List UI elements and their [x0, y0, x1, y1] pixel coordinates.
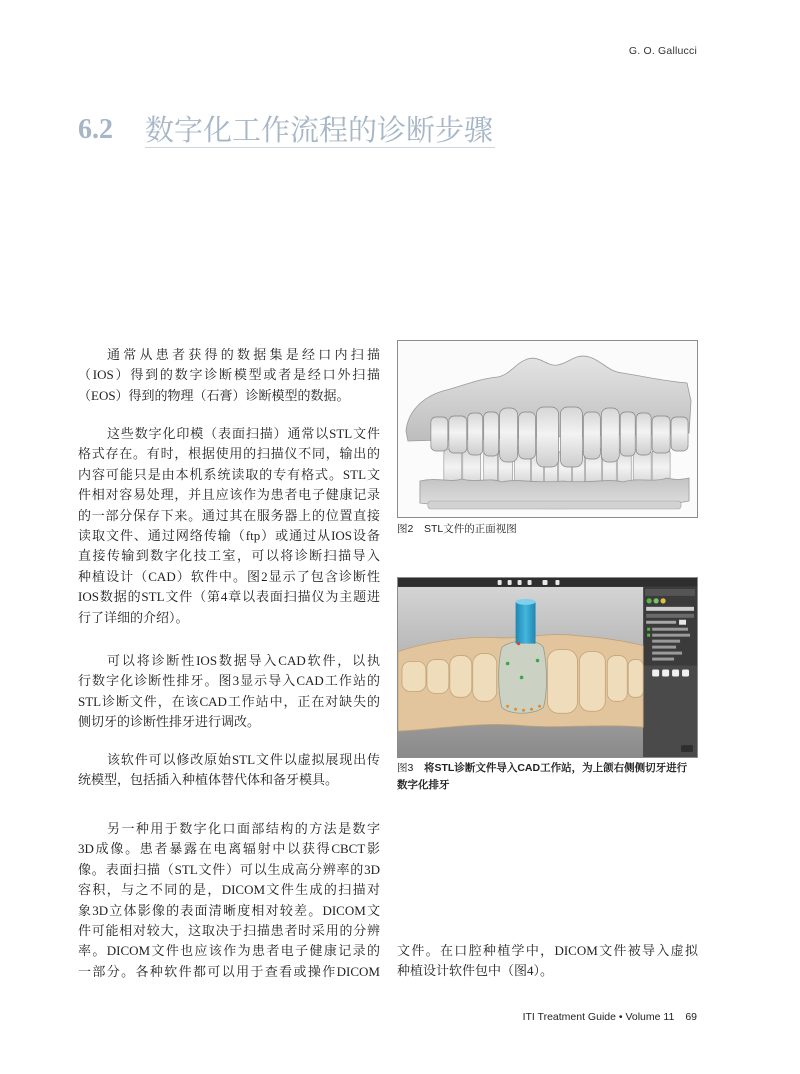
panel-icon	[661, 598, 666, 603]
body-text-line: 该软件可以修改原始STL文件以虚拟展现出传	[107, 752, 380, 767]
section-title-rule	[145, 147, 495, 148]
paragraph	[78, 651, 380, 733]
control-point	[506, 705, 509, 708]
side-panel-header	[645, 589, 695, 596]
body-text-line: 容积，与之不同的是，DICOM文件生成的扫描对	[78, 882, 380, 898]
running-header-author: G. O. Gallucci	[628, 45, 697, 57]
section-title: 数字化工作流程的诊断步骤	[145, 113, 494, 147]
tooth	[628, 660, 643, 698]
figure-label: 图2	[397, 523, 414, 535]
figure-caption-text: 将STL诊断文件导入CAD工作站，为上颌右侧侧切牙进行	[424, 762, 688, 774]
panel-row	[652, 628, 688, 631]
footer-series: ITI Treatment Guide • Volume 11	[522, 1011, 675, 1023]
panel-field	[646, 607, 694, 611]
body-text-line: 行了详细的介绍）。	[78, 609, 189, 625]
body-text-line: 可以将诊断性IOS数据导入CAD软件，以执	[107, 653, 380, 668]
tooth	[500, 408, 518, 462]
body-text-line: （IOS）得到的数字诊断模型或者是经口外扫描	[78, 367, 380, 383]
body-text-line: 率。DICOM文件也应该作为患者电子健康记录的	[78, 943, 380, 959]
toolbar-icon	[528, 580, 532, 585]
panel-row	[652, 634, 690, 637]
toolbar-icon	[518, 580, 522, 585]
body-text-line: （EOS）得到的物理（石膏）诊断模型的数据。	[78, 387, 350, 403]
tooth	[537, 407, 559, 467]
implant-cylinder	[516, 602, 536, 644]
body-text-line: 侧切牙的诊断性排牙进行调改。	[78, 714, 261, 730]
panel-row	[646, 621, 676, 624]
toolbar-icon	[555, 580, 559, 585]
body-text-line: 读取文件、通过网络传输（ftp）或通过从IOS设备	[78, 527, 380, 543]
tooth	[652, 416, 670, 453]
figure-caption	[397, 521, 698, 537]
toolbar-icon	[508, 580, 512, 585]
body-text-line: IOS数据的STL文件（第4章以表面扫描仪为主题进	[78, 589, 380, 605]
tooth	[431, 417, 448, 451]
body-text-line: 种植设计（CAD）软件中。图2显示了包含诊断性	[78, 568, 380, 584]
control-point	[522, 709, 525, 712]
control-point	[520, 676, 524, 680]
cad-screenshot-image	[398, 578, 697, 757]
body-text-line: 件可能相对较大，这取决于扫描患者时采用的分辨	[78, 922, 380, 938]
body-text-line: 直接传输到数字化技工室，可以将诊断扫描导入	[78, 548, 380, 564]
figure-caption-continuation	[397, 777, 698, 793]
body-text-line: 行数字化诊断性排牙。图3显示导入CAD工作站的	[78, 673, 380, 689]
toolbar-icon	[498, 580, 502, 585]
panel-icon	[654, 598, 659, 603]
panel-button-icon	[652, 669, 659, 676]
panel-footer-icon	[681, 745, 693, 752]
body-text-line: 件相对容易处理，并且应该作为患者电子健康记录	[78, 487, 380, 503]
tooth	[450, 656, 472, 698]
tooth	[473, 654, 497, 702]
panel-row	[652, 640, 680, 643]
body-text-line: 3D成像。患者暴露在电离辐射中以获得CBCT影	[78, 841, 380, 857]
panel-field	[679, 620, 686, 625]
body-text-line: 格式存在。有时，根据使用的扫描仪不同，输出的	[78, 446, 380, 462]
figure-caption-text: STL文件的正面视图	[424, 523, 517, 535]
page-number: 69	[685, 1011, 697, 1023]
control-point	[517, 642, 520, 645]
control-point	[530, 708, 533, 711]
panel-button-icon	[682, 669, 689, 676]
section-number: 6.2	[78, 114, 113, 145]
figure-caption	[397, 760, 698, 776]
tooth	[468, 413, 483, 455]
tooth	[484, 412, 499, 456]
tooth	[449, 416, 467, 453]
control-point	[538, 705, 541, 708]
dental-scan-image	[398, 341, 697, 517]
body-text-line: 像。表面扫描（STL文件）可以生成高分辨率的3D	[78, 861, 380, 877]
panel-lower-area	[643, 666, 697, 757]
paragraph	[78, 819, 380, 982]
panel-row	[652, 658, 674, 661]
implant-cylinder-top	[516, 599, 536, 605]
control-point	[506, 662, 510, 666]
tooth	[402, 662, 426, 692]
body-text-line: STL诊断文件，在该CAD工作站中，正在对缺失的	[78, 693, 380, 709]
body-text-line: 统模型，包括插入种植体替代体和备牙模具。	[78, 772, 339, 788]
tooth	[560, 407, 582, 467]
paragraph	[397, 941, 698, 982]
panel-checkbox	[647, 634, 650, 637]
cad-side-panel	[643, 587, 697, 757]
panel-checkbox	[647, 628, 650, 631]
running-footer	[523, 1011, 697, 1023]
panel-row	[646, 614, 694, 618]
paragraph	[78, 345, 380, 406]
body-text-line: 文件。在口腔种植学中，DICOM文件被导入虚拟	[397, 943, 698, 958]
tooth	[583, 412, 600, 459]
panel-row	[652, 646, 676, 649]
tooth	[579, 652, 605, 712]
body-text-line: 通常从患者获得的数据集是经口内扫描	[107, 347, 380, 362]
control-point	[536, 659, 540, 663]
figure-stl-frontal-view	[397, 340, 698, 518]
panel-icon	[647, 598, 652, 603]
tooth	[519, 412, 536, 459]
paragraph	[78, 424, 380, 628]
panel-row	[652, 652, 682, 655]
model-base	[428, 501, 681, 509]
body-text-line: 一部分。各种软件都可以用于查看或操作DICOM	[78, 963, 380, 979]
tooth	[548, 650, 578, 714]
tooth	[427, 660, 449, 694]
body-text-line: 象3D立体影像的表面清晰度相对较差。DICOM文	[78, 902, 380, 918]
figure-caption-text: 数字化排牙	[397, 779, 450, 791]
toolbar-icon	[543, 580, 548, 585]
figure-label: 图3	[397, 762, 414, 774]
body-text-line: 内容可能只是由本机系统读取的专有格式。STL文	[78, 466, 380, 482]
body-text-line: 种植设计软件包中（图4）。	[397, 963, 554, 979]
tooth	[620, 412, 635, 456]
panel-button-icon	[662, 669, 669, 676]
tooth	[601, 408, 619, 462]
tooth	[636, 413, 651, 455]
control-point	[514, 708, 517, 711]
body-text-line: 这些数字化印模（表面扫描）通常以STL文件	[107, 426, 380, 441]
panel-button-icon	[672, 669, 679, 676]
paragraph	[78, 750, 380, 791]
tooth	[671, 417, 688, 451]
body-text-line: 的一部分保存下来。通过其在服务器上的位置直接	[78, 507, 380, 523]
figure-cad-workstation	[397, 577, 698, 758]
tooth	[607, 656, 627, 702]
body-text-line: 另一种用于数字化口面部结构的方法是数字	[107, 821, 380, 836]
